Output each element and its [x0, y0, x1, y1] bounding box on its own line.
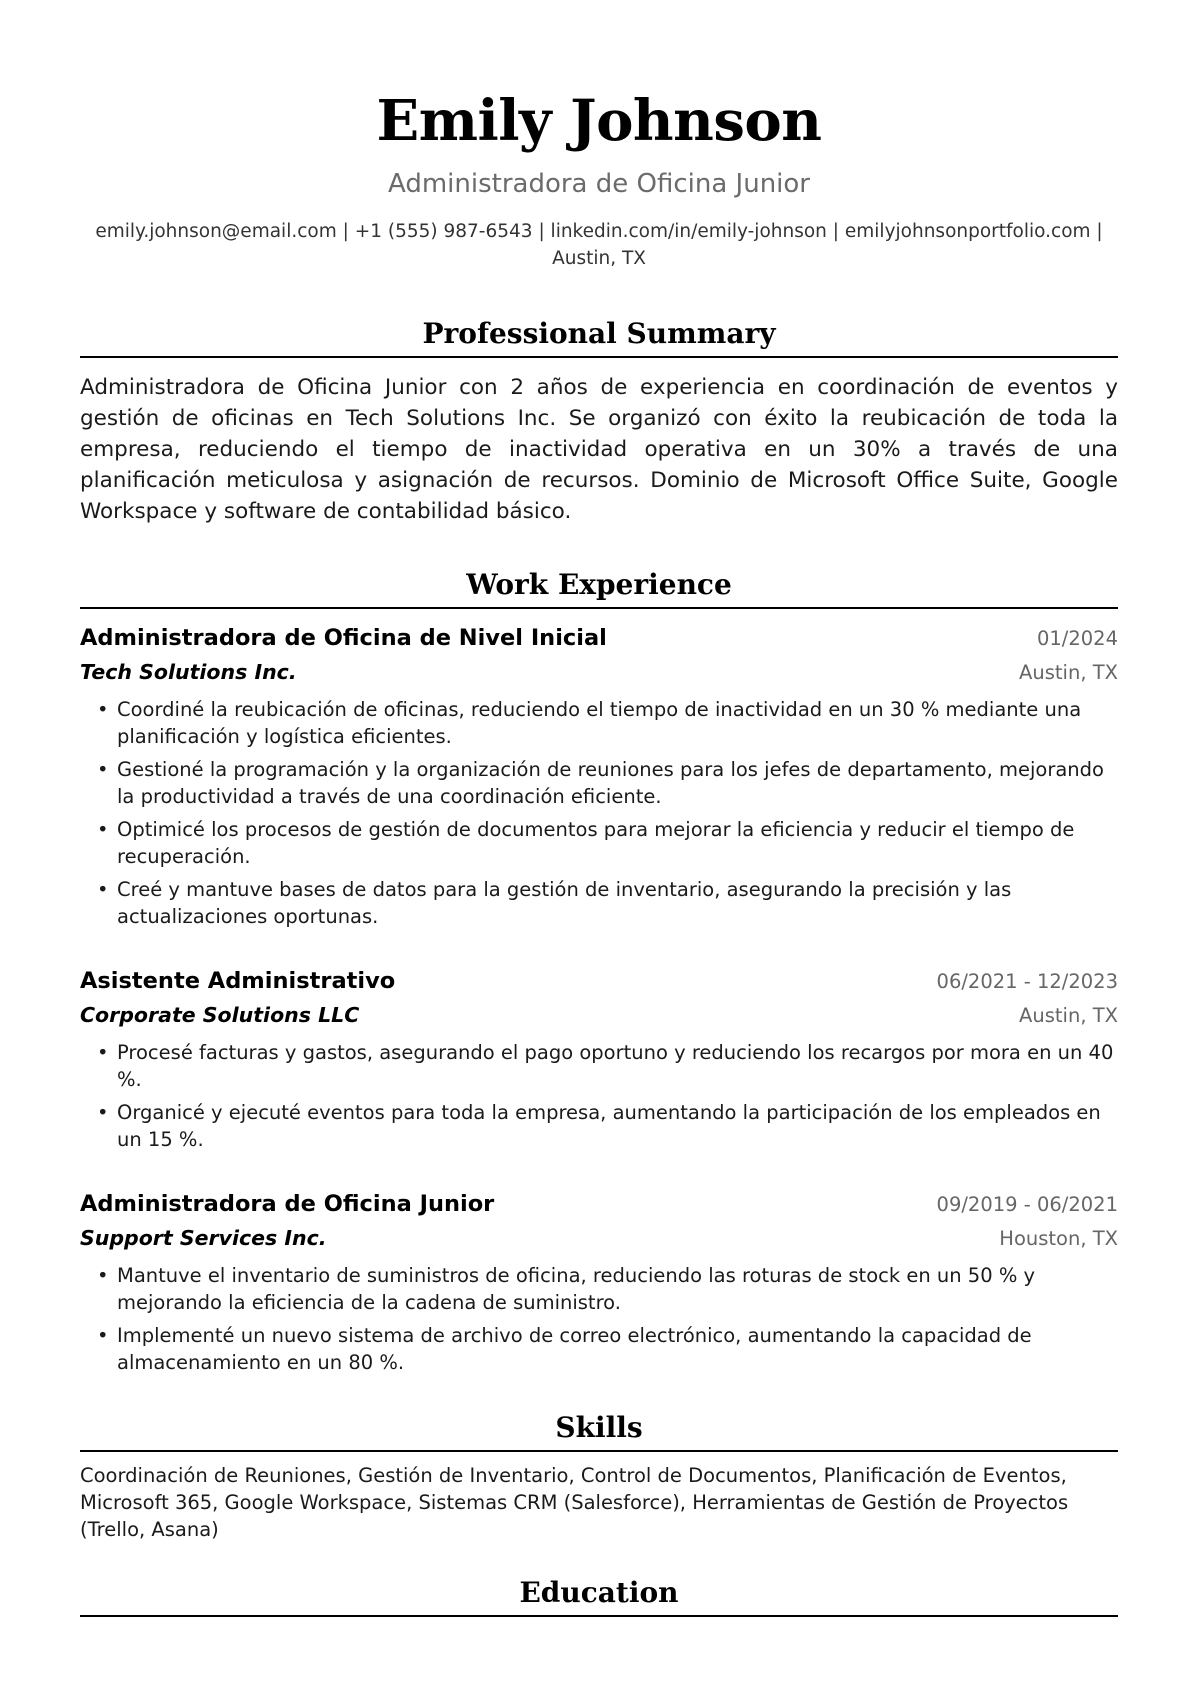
job-location: Houston, TX [999, 1227, 1118, 1250]
job-location: Austin, TX [1019, 1004, 1118, 1027]
skills-heading: Skills [80, 1410, 1118, 1452]
job-list [80, 621, 1118, 1376]
candidate-title: Administradora de Oficina Junior [388, 169, 810, 199]
bullet-text: Mantuve el inventario de suministros de oficina, reduciendo las roturas de stock en un 50 % y mejorando la eficiencia de la cadena de suministro. [117, 1264, 1036, 1314]
bullet-text: Optimicé los procesos de gestión de documentos para mejorar la eficiencia y reducir el tiempo de recuperación. [117, 818, 1075, 868]
job-company: Support Services Inc. [80, 1226, 327, 1250]
job-entry [80, 964, 1118, 1153]
bullet-text: Creé y mantuve bases de datos para la gestión de inventario, asegurando la precisión y las actualizaciones oportunas. [117, 878, 1012, 928]
job-bullets [80, 1040, 1118, 1153]
job-company: Tech Solutions Inc. [80, 660, 297, 684]
bullet-text: Coordiné la reubicación de oficinas, reduciendo el tiempo de inactividad en un 30 % mediante una planificación y logística eficientes. [117, 698, 1082, 748]
job-title: Administradora de Oficina de Nivel Inicial [80, 625, 607, 651]
bullet-icon: • [97, 758, 109, 781]
bullet-item [97, 1100, 1118, 1153]
bullet-text: Procesé facturas y gastos, asegurando el pago oportuno y reduciendo los recargos por mora en un 40 %. [117, 1041, 1114, 1091]
resume-page [80, 0, 1118, 1617]
bullet-icon: • [97, 878, 109, 901]
bullet-item [97, 1263, 1118, 1316]
bullet-icon: • [97, 1264, 109, 1287]
job-company-row [80, 655, 1118, 689]
bullet-text: Gestioné la programación y la organización de reuniones para los jefes de departamento, mejorando la productividad a través de una coordinación eficiente. [117, 758, 1104, 808]
bullet-item [97, 1040, 1118, 1093]
job-entry [80, 621, 1118, 930]
job-header-row [80, 1187, 1118, 1221]
bullet-item [97, 757, 1118, 810]
job-date: 01/2024 [1036, 627, 1118, 650]
job-bullets [80, 697, 1118, 930]
bullet-text: Implementé un nuevo sistema de archivo de correo electrónico, aumentando la capacidad de almacenamiento en un 80 %. [117, 1324, 1032, 1374]
bullet-icon: • [97, 698, 109, 721]
skills-text: Coordinación de Reuniones, Gestión de Inventario, Control de Documentos, Planificación de Eventos, Microsoft 365, Google Workspace, Sistemas CRM (Salesforce), Herramientas de Gestión de Proyectos (Trello, Asana) [80, 1464, 1069, 1541]
job-bullets [80, 1263, 1118, 1376]
job-header-row [80, 964, 1118, 998]
job-location: Austin, TX [1019, 661, 1118, 684]
job-company: Corporate Solutions LLC [80, 1003, 360, 1027]
bullet-icon: • [97, 1324, 109, 1347]
job-company-row [80, 1221, 1118, 1255]
job-title: Administradora de Oficina Junior [80, 1191, 495, 1217]
contact-line: emily.johnson@email.com | +1 (555) 987-6543 | linkedin.com/in/emily-johnson | emilyjohnsonportfolio.com | Austin, TX [95, 221, 1103, 269]
bullet-item [97, 817, 1118, 870]
education-heading: Education [80, 1575, 1118, 1617]
job-date: 06/2021 - 12/2023 [936, 970, 1118, 993]
bullet-icon: • [97, 1101, 109, 1124]
bullet-item [97, 697, 1118, 750]
work-experience-heading: Work Experience [80, 567, 1118, 609]
job-company-row [80, 998, 1118, 1032]
bullet-icon: • [97, 1041, 109, 1064]
job-header-row [80, 621, 1118, 655]
job-entry [80, 1187, 1118, 1376]
summary-heading: Professional Summary [80, 316, 1118, 358]
bullet-item [97, 1323, 1118, 1376]
bullet-item [97, 877, 1118, 930]
bullet-text: Organicé y ejecuté eventos para toda la empresa, aumentando la participación de los empleados en un 15 %. [117, 1101, 1101, 1151]
job-title: Asistente Administrativo [80, 968, 396, 994]
bullet-icon: • [97, 818, 109, 841]
job-date: 09/2019 - 06/2021 [936, 1193, 1118, 1216]
summary-text: Administradora de Oficina Junior con 2 años de experiencia en coordinación de eventos y gestión de oficinas en Tech Solutions Inc. Se organizó con éxito la reubicación de toda la empresa, reduciendo el tiempo de inactividad operativa en un 30% a través de una planificación meticulosa y asignación de recursos. Dominio de Microsoft Office Suite, Google Workspace y software de contabilidad básico. [80, 375, 1118, 524]
candidate-name: Emily Johnson [376, 88, 822, 154]
